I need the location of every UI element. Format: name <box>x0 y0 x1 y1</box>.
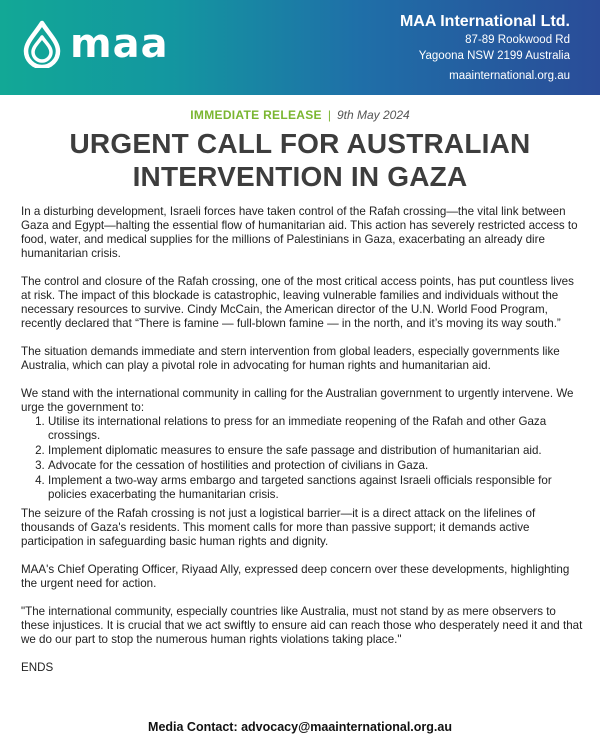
page-title <box>0 127 600 193</box>
paragraph-seizure: The seizure of the Rafah crossing is not just a logistical barrier—it is a direct attack on the lifelines of thousands of Gaza's residents. This moment calls for more than passive support; it demands active participation in safeguarding basic human rights and dignity. <box>21 507 536 548</box>
release-line <box>0 108 600 122</box>
release-date: 9th May 2024 <box>336 108 410 122</box>
title-line-2: INTERVENTION IN GAZA <box>132 161 468 192</box>
press-release-body <box>21 205 583 689</box>
paragraph-situation: The situation demands immediate and stern intervention from global leaders, especially governments like Australia, which can play a pivotal role in advocating for human rights and humanitarian aid. <box>21 345 560 372</box>
paragraph-intro: In a disturbing development, Israeli forces have taken control of the Rafah crossing—the vital link between Gaza and Egypt—halting the essential flow of humanitarian aid. This action has severely restricted access to food, water, and medical supplies for the millions of Palestinians in Gaza, exacerbating an already dire humanitarian crisis. <box>21 205 578 260</box>
organisation-name: MAA International Ltd. <box>399 13 570 30</box>
list-item: 4. Implement a two-way arms embargo and targeted sanctions against Israeli officials responsible for policies exacerbating the humanitarian crisis. <box>48 474 583 502</box>
paragraph-rafah-closure: The control and closure of the Rafah crossing, one of the most critical access points, has put countless lives at risk. The impact of this blockade is catastrophic, leaving vulnerable families and individuals without the necessary resources to survive. Cindy McCain, the American director of the U.N. World Food Program, recently declared that “There is famine — full-blown famine — in the north, and it’s moving its way south.” <box>21 275 574 330</box>
letterhead-banner <box>0 0 600 95</box>
paragraph-coo-statement: MAA's Chief Operating Officer, Riyaad Ally, expressed deep concern over these developments, highlighting the urgent need for action. <box>21 563 570 590</box>
address-line-1: 87-89 Rookwood Rd <box>465 34 570 46</box>
address-line-2: Yagoona NSW 2199 Australia <box>418 50 570 62</box>
paragraph-call-to-action: We stand with the international community in calling for the Australian government to urgently intervene. We urge the government to: <box>21 387 574 414</box>
list-item: 2. Implement diplomatic measures to ensure the safe passage and distribution of humanitarian aid. <box>48 444 583 458</box>
release-label: IMMEDIATE RELEASE <box>190 108 322 122</box>
logo-wordmark: maa <box>70 21 169 67</box>
demands-list <box>48 415 583 502</box>
paragraph-ends: ENDS <box>21 661 54 674</box>
list-item: 3. Advocate for the cessation of hostilities and protection of civilians in Gaza. <box>48 459 583 473</box>
release-separator: | <box>327 108 331 122</box>
media-contact[interactable]: Media Contact: advocacy@maainternational.org.au <box>148 720 452 734</box>
organisation-details <box>400 12 570 84</box>
website-link[interactable]: maainternational.org.au <box>449 70 570 82</box>
paragraph-quote: "The international community, especially countries like Australia, must not stand by as mere observers to these injustices. It is crucial that we act swiftly to ensure aid can reach those who desperately need it and that we do our part to stop the numerous human rights violations taking place." <box>21 605 583 646</box>
water-drop-logo-icon <box>20 20 64 68</box>
list-item: 1. Utilise its international relations to press for an immediate reopening of the Rafah and other Gaza crossings. <box>48 415 583 443</box>
title-line-1: URGENT CALL FOR AUSTRALIAN <box>69 128 531 159</box>
maa-logo <box>20 20 169 68</box>
